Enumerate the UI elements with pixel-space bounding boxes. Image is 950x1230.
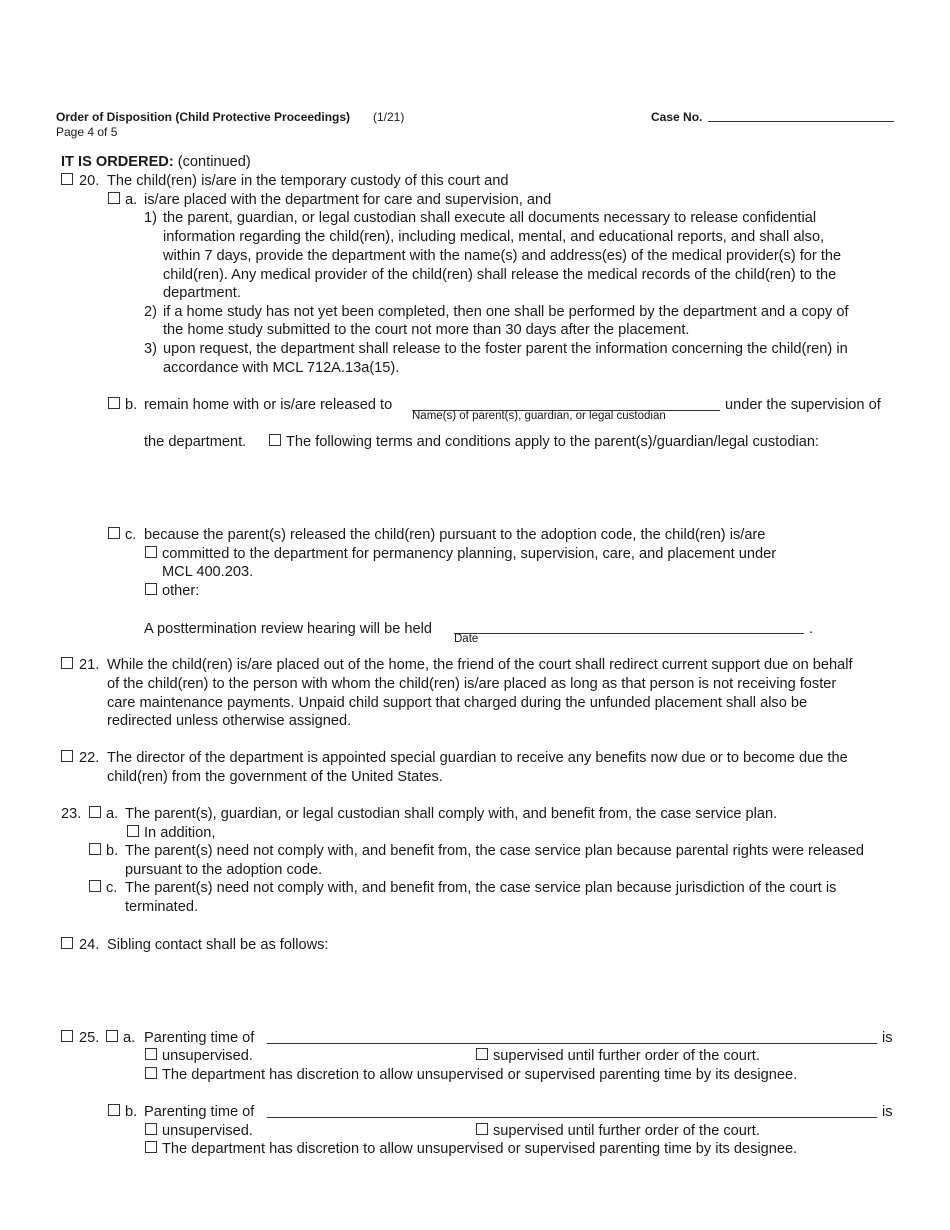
item-20a-label: a. xyxy=(125,192,138,208)
item-23b-line-1: The parent(s) need not comply with, and benefit from, the case service plan because parental rights were released xyxy=(125,843,865,859)
item-25a-is: is xyxy=(882,1030,893,1046)
item-25a-unsupervised-checkbox[interactable] xyxy=(145,1048,157,1060)
item-20a1-line-3: within 7 days, provide the department with the name(s) and address(es) of the medical provider(s) for the xyxy=(163,248,842,264)
item-20b-terms-checkbox[interactable] xyxy=(269,434,281,446)
item-20a2-line-1: if a home study has not yet been completed, then one shall be performed by the department and a copy of xyxy=(163,304,849,320)
item-20-checkbox[interactable] xyxy=(61,173,73,185)
item-20b-name-caption: Name(s) of parent(s), guardian, or legal custodian xyxy=(412,410,666,422)
item-25b-name-field[interactable] xyxy=(267,1117,877,1118)
item-20a-checkbox[interactable] xyxy=(108,192,120,204)
item-20b-tail: under the supervision of xyxy=(725,397,881,413)
item-23c-checkbox[interactable] xyxy=(89,880,101,892)
item-25a-discretion-checkbox[interactable] xyxy=(145,1067,157,1079)
item-24-checkbox[interactable] xyxy=(61,937,73,949)
item-22-line-2: child(ren) from the government of the United States. xyxy=(107,769,443,785)
item-22-line-1: The director of the department is appointed special guardian to receive any benefits now due or to become due the xyxy=(107,750,848,766)
item-23a-label: a. xyxy=(106,806,119,822)
item-21-line-4: redirected unless otherwise assigned. xyxy=(107,713,352,729)
item-20c-other-label: other: xyxy=(162,583,200,599)
item-23b-line-2: pursuant to the adoption code. xyxy=(125,862,323,878)
item-25a-label: a. xyxy=(123,1030,136,1046)
item-20a3-line-2: accordance with MCL 712A.13a(15). xyxy=(163,360,400,376)
item-20b-text: remain home with or is/are released to xyxy=(144,397,393,413)
item-20c-committed-checkbox[interactable] xyxy=(145,546,157,558)
item-25a-text: Parenting time of xyxy=(144,1030,255,1046)
hearing-text: A posttermination review hearing will be held xyxy=(144,621,432,637)
form-title: Order of Disposition (Child Protective Proceedings) xyxy=(56,110,351,124)
item-21-checkbox[interactable] xyxy=(61,657,73,669)
item-24-number: 24. xyxy=(79,937,100,953)
item-21-number: 21. xyxy=(79,657,100,673)
item-25a-unsupervised-label: unsupervised. xyxy=(162,1048,253,1064)
section-heading-suffix: (continued) xyxy=(177,154,251,170)
item-25a-discretion-label: The department has discretion to allow unsupervised or supervised parenting time by its designee. xyxy=(162,1067,798,1083)
item-25a-checkbox[interactable] xyxy=(106,1030,118,1042)
item-20a3-number: 3) xyxy=(144,341,157,357)
item-25b-unsupervised-label: unsupervised. xyxy=(162,1123,253,1139)
item-21-line-3: care maintenance payments. Unpaid child support that charged during the unfunded placement shall also be xyxy=(107,695,808,711)
item-23a-text: The parent(s), guardian, or legal custodian shall comply with, and benefit from, the case service plan. xyxy=(125,806,778,822)
case-no-field[interactable] xyxy=(708,121,894,122)
item-25b-unsupervised-checkbox[interactable] xyxy=(145,1123,157,1135)
item-22-checkbox[interactable] xyxy=(61,750,73,762)
item-25a-name-field[interactable] xyxy=(267,1043,877,1044)
item-20b-label: b. xyxy=(125,397,138,413)
item-20c-label: c. xyxy=(125,527,137,543)
item-23b-label: b. xyxy=(106,843,119,859)
page-number: Page 4 of 5 xyxy=(56,125,118,139)
item-24-text: Sibling contact shall be as follows: xyxy=(107,937,329,953)
item-20a2-number: 2) xyxy=(144,304,157,320)
item-25a-supervised-checkbox[interactable] xyxy=(476,1048,488,1060)
item-20a-text: is/are placed with the department for care and supervision, and xyxy=(144,192,552,208)
item-25b-is: is xyxy=(882,1104,893,1120)
item-25b-discretion-label: The department has discretion to allow unsupervised or supervised parenting time by its designee. xyxy=(162,1141,798,1157)
item-20-text: The child(ren) is/are in the temporary custody of this court and xyxy=(107,173,509,189)
item-20a3-line-1: upon request, the department shall release to the foster parent the information concerning the child(ren) in xyxy=(163,341,848,357)
item-20a1-line-2: information regarding the child(ren), including medical, mental, and educational reports, and shall also, xyxy=(163,229,825,245)
case-no-label: Case No. xyxy=(651,110,703,124)
item-25b-discretion-checkbox[interactable] xyxy=(145,1141,157,1153)
item-25b-checkbox[interactable] xyxy=(108,1104,120,1116)
item-23-number: 23. xyxy=(61,806,82,822)
item-21-line-2: of the child(ren) to the person with whom the child(ren) is/are placed as long as that person is not receiving foster xyxy=(107,676,837,692)
item-23a-addition-checkbox[interactable] xyxy=(127,825,139,837)
form-revision: (1/21) xyxy=(373,110,405,124)
item-20-number: 20. xyxy=(79,173,100,189)
item-20c-committed-line-2: MCL 400.203. xyxy=(162,564,254,580)
hearing-date-caption: Date xyxy=(454,633,479,645)
section-heading xyxy=(61,153,251,171)
item-23a-addition-label: In addition, xyxy=(144,825,216,841)
item-20b-terms-text: The following terms and conditions apply to the parent(s)/guardian/legal custodian: xyxy=(286,434,819,450)
item-23c-label: c. xyxy=(106,880,118,896)
item-25b-text: Parenting time of xyxy=(144,1104,255,1120)
item-20a1-line-5: department. xyxy=(163,285,241,301)
item-25b-label: b. xyxy=(125,1104,138,1120)
item-25b-supervised-checkbox[interactable] xyxy=(476,1123,488,1135)
item-23c-line-1: The parent(s) need not comply with, and benefit from, the case service plan because jurisdiction of the court is xyxy=(125,880,837,896)
item-23b-checkbox[interactable] xyxy=(89,843,101,855)
hearing-date-field[interactable] xyxy=(454,633,804,634)
item-20c-checkbox[interactable] xyxy=(108,527,120,539)
item-20a1-number: 1) xyxy=(144,210,157,226)
item-20a1-line-4: child(ren). Any medical provider of the child(ren) shall release the medical records of the child(ren) to the xyxy=(163,267,837,283)
item-20c-text: because the parent(s) released the child(ren) pursuant to the adoption code, the child(ren) is/are xyxy=(144,527,766,543)
item-23c-line-2: terminated. xyxy=(125,899,199,915)
hearing-period: . xyxy=(809,621,814,637)
item-22-number: 22. xyxy=(79,750,100,766)
item-20c-other-checkbox[interactable] xyxy=(145,583,157,595)
item-23a-checkbox[interactable] xyxy=(89,806,101,818)
item-25a-supervised-label: supervised until further order of the court. xyxy=(493,1048,760,1064)
item-20a1-line-1: the parent, guardian, or legal custodian shall execute all documents necessary to release confidential xyxy=(163,210,817,226)
item-25-number: 25. xyxy=(79,1030,100,1046)
item-25-checkbox[interactable] xyxy=(61,1030,73,1042)
item-20b-line-2: the department. xyxy=(144,434,247,450)
item-20c-committed-line-1: committed to the department for permanency planning, supervision, care, and placement under xyxy=(162,546,777,562)
item-20a2-line-2: the home study submitted to the court not more than 30 days after the placement. xyxy=(163,322,690,338)
item-25b-supervised-label: supervised until further order of the court. xyxy=(493,1123,760,1139)
section-heading-bold: IT IS ORDERED: xyxy=(61,154,174,170)
item-20b-checkbox[interactable] xyxy=(108,397,120,409)
item-21-line-1: While the child(ren) is/are placed out of the home, the friend of the court shall redirect current support due on behalf xyxy=(107,657,853,673)
